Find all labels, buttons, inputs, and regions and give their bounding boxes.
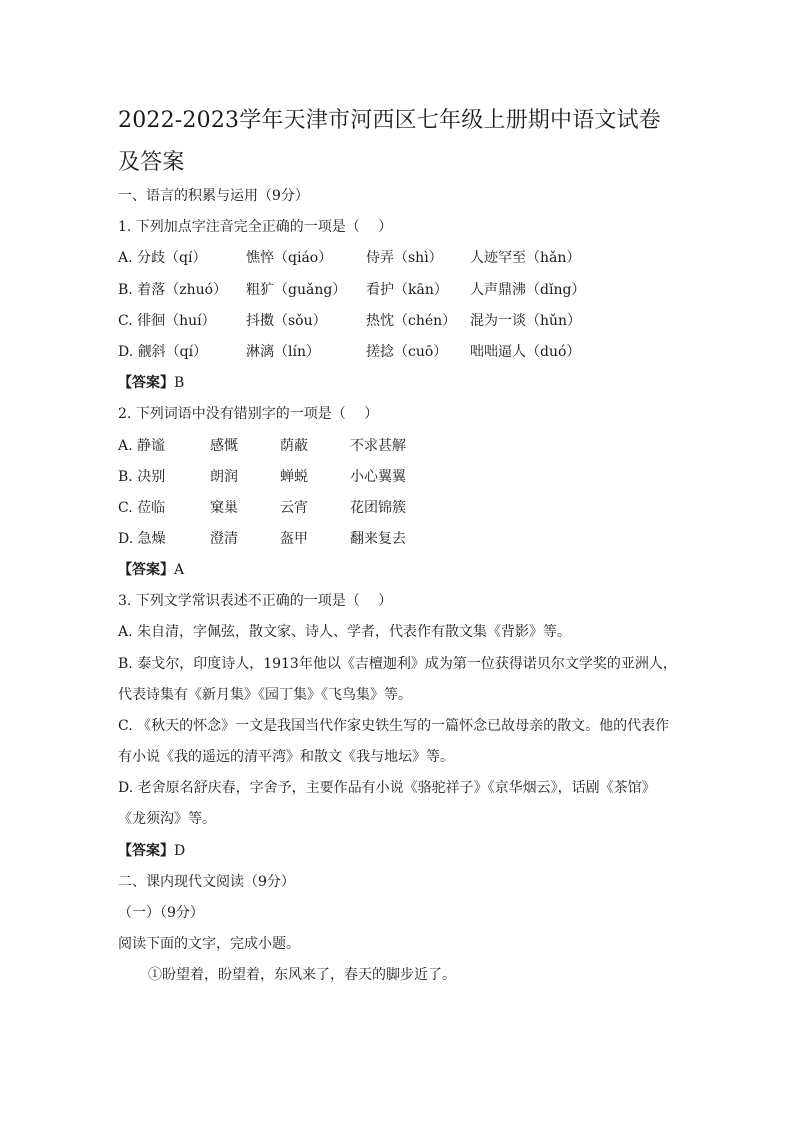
q1-b-col1: B. 着落（zhuó）: [118, 282, 228, 298]
q3-option-d: D. 老舍原名舒庆春，字舍予，主要作品有小说《骆驼祥子》《京华烟云》，话剧《茶馆》: [118, 780, 656, 796]
q3-option-b-cont: 代表诗集有《新月集》《园丁集》《飞鸟集》等。: [118, 687, 412, 703]
q2-a-col4: 不求甚解: [350, 438, 406, 454]
answer-value: D: [174, 843, 186, 859]
answer-label: 【答案】: [118, 562, 174, 578]
q3-answer: [118, 842, 185, 860]
q2-answer: [118, 561, 184, 579]
q2-c-col2: 窠巢: [210, 500, 238, 516]
q2-b-col2: 朗润: [210, 469, 238, 485]
q2-a-col3: 荫蔽: [280, 438, 308, 454]
q1-c-col4: 混为一谈（hǔn）: [470, 313, 582, 329]
q1-b-col2: 粗犷（guǎng）: [246, 282, 347, 298]
question-2-stem: 2. 下列词语中没有错别字的一项是（ ）: [118, 406, 379, 422]
q3-option-b: B. 泰戈尔，印度诗人，1913年他以《吉檀迦利》成为第一位获得诺贝尔文学奖的亚洲人，: [118, 656, 677, 672]
q1-a-col2: 憔悴（qiáo）: [246, 250, 333, 266]
q2-a-col1: A. 静谧: [118, 438, 166, 454]
q2-a-col2: 感慨: [210, 438, 238, 454]
q3-option-c-cont: 有小说《我的遥远的清平湾》和散文《我与地坛》等。: [118, 749, 454, 765]
answer-value: A: [174, 562, 185, 578]
q2-d-col2: 澄清: [210, 531, 238, 547]
q2-c-col3: 云宵: [280, 500, 308, 516]
q2-c-col4: 花团锦簇: [350, 500, 406, 516]
question-3-stem: 3. 下列文学常识表述不正确的一项是（ ）: [118, 593, 393, 609]
q3-option-c: C. 《秋天的怀念》一文是我国当代作家史铁生写的一篇怀念已故母亲的散文。他的代表作: [118, 718, 670, 734]
q2-d-col1: D. 急燥: [118, 531, 166, 547]
q1-a-col3: 侍弄（shì）: [366, 250, 443, 266]
subsection-heading: （一）（9分）: [118, 905, 204, 921]
q2-d-col4: 翻来复去: [350, 531, 406, 547]
section-heading-1: 一、语言的积累与运用（9分）: [118, 188, 309, 204]
q1-d-col3: 搓捻（cuō）: [366, 344, 448, 360]
q2-b-col4: 小心翼翼: [350, 469, 406, 485]
question-1-stem: 1. 下列加点字注音完全正确的一项是（ ）: [118, 219, 393, 235]
reading-paragraph-1: ①盼望着，盼望着，东风来了，春天的脚步近了。: [148, 967, 456, 983]
q1-c-col1: C. 徘徊（huí）: [118, 313, 216, 329]
q1-d-col4: 咄咄逼人（duó）: [470, 344, 581, 360]
q1-c-col2: 抖擞（sǒu）: [246, 313, 327, 329]
q1-d-col1: D. 觎斜（qí）: [118, 344, 208, 360]
q3-option-d-cont: 《龙须沟》等。: [118, 811, 216, 827]
page-title: 2022-2023学年天津市河西区七年级上册期中语文试卷及答案: [118, 108, 662, 175]
q3-option-a: A. 朱自清，字佩弦，散文家、诗人、学者，代表作有散文集《背影》等。: [118, 624, 572, 640]
q1-answer: [118, 374, 184, 392]
q2-d-col3: 盔甲: [280, 531, 308, 547]
q2-c-col1: C. 莅临: [118, 500, 166, 516]
reading-instruction: 阅读下面的文字，完成小题。: [118, 936, 300, 952]
answer-label: 【答案】: [118, 375, 174, 391]
q1-b-col3: 看护（kān）: [366, 282, 448, 298]
q1-a-col1: A. 分歧（qí）: [118, 250, 207, 266]
q1-d-col2: 淋漓（lín）: [246, 344, 320, 360]
q1-a-col4: 人迹罕至（hǎn）: [470, 250, 581, 266]
q1-b-col4: 人声鼎沸（dǐng）: [470, 282, 586, 298]
answer-label: 【答案】: [118, 843, 174, 859]
q2-b-col1: B. 决别: [118, 469, 166, 485]
q2-b-col3: 蝉蜕: [280, 469, 308, 485]
answer-value: B: [174, 375, 185, 391]
q1-c-col3: 热忱（chén）: [366, 313, 457, 329]
section-heading-2: 二、课内现代文阅读（9分）: [118, 874, 295, 890]
